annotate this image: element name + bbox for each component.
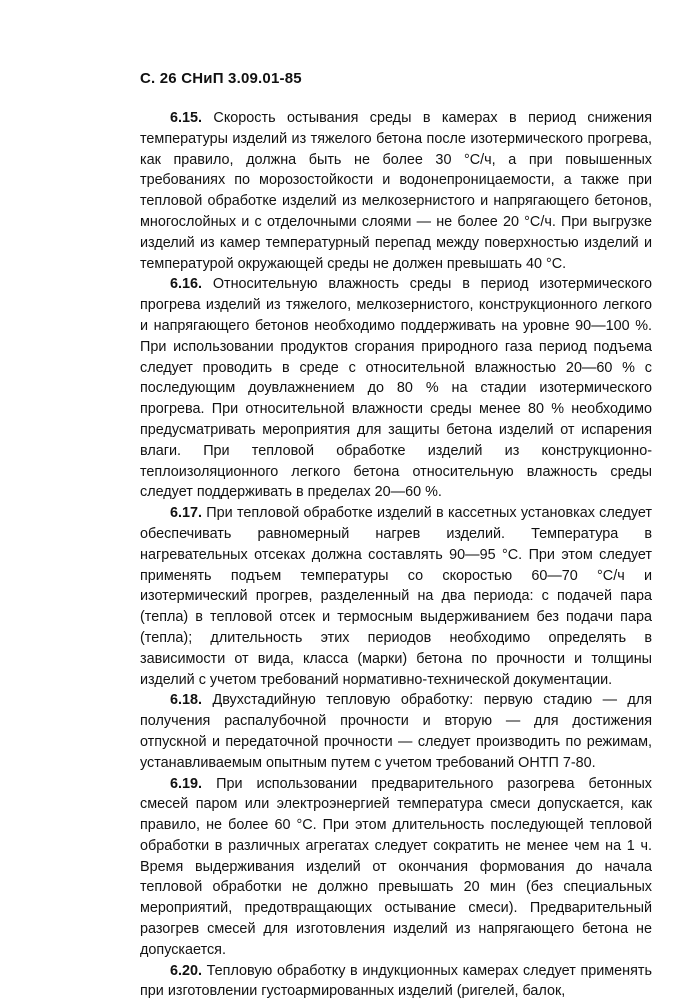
clause-number: 6.15.	[170, 110, 203, 126]
paragraph-6-18	[140, 690, 652, 773]
paragraph-text: Скорость остывания среды в камерах в период снижения температуры изделий из тяжелого бетона после изотермического прогрева, как правило, должна быть не более 30 °С/ч, а при повышенных требованиях по морозостойкости и водонепроницаемости, а также при тепловой обработке изделий из мелкозернистого и напрягающего бетонов, многослойных и с отделочными слоями — не более 20 °С/ч. При выгрузке изделий из камер температурный перепад между поверхностью изделий и температурой окружающей среды не должен превышать 40 °С.	[140, 110, 652, 272]
clause-number: 6.16.	[170, 276, 203, 293]
paragraph-text: Двухстадийную тепловую обработку: первую стадию — для получения распалубочной прочности и вторую — для достижения отпускной и передаточной прочности — следует производить по режимам, устанавливаемым опытным путем с учетом требований ОНТП 7-80.	[140, 692, 652, 771]
page-header: С. 26 СНиП 3.09.01-85	[140, 70, 302, 87]
paragraph-text: Относительную влажность среды в период изотермического прогрева изделий из тяжелого, мелкозернистого, конструкционного легкого и напрягающего бетонов необходимо поддерживать на уровне 90—100 %. При использовании продуктов сгорания природного газа период подъема следует проводить в среде с относительной влажностью 20—60 % с последующим доувлажнением до 80 % на стадии изотермического прогрева. При относительной влажности среды менее 80 % необходимо предусматривать мероприятия для защиты бетона изделий от испарения влаги. При тепловой обработке изделий из конструкционно-теплоизоляционного легкого бетона относительную влажность среды следует поддерживать в пределах 20—60 %.	[140, 276, 652, 501]
document-page	[140, 70, 652, 1002]
clause-number: 6.20.	[170, 962, 203, 979]
paragraph-text: При использовании предварительного разогрева бетонных смесей паром или электроэнергией температура смеси допускается, как правило, не более 60 °С. При этом длительность последующей тепловой обработки в различных агрегатах следует сократить не менее чем на 1 ч. Время выдерживания изделий от окончания формования до начала тепловой обработки не должно превышать 20 мин (без специальных мероприятий, предотвращающих остывание смеси). Предварительный разогрев смесей для изготовления изделий из напрягающего бетона не допускается.	[140, 775, 652, 958]
paragraph-6-19	[140, 774, 652, 961]
paragraph-6-15	[140, 108, 652, 274]
clause-number: 6.17.	[170, 505, 203, 522]
paragraph-6-20	[140, 961, 652, 1002]
clause-number: 6.18.	[170, 692, 203, 709]
clause-number: 6.19.	[170, 775, 203, 792]
paragraph-6-17	[140, 503, 652, 690]
paragraph-text: Тепловую обработку в индукционных камерах следует применять при изготовлении густоармированных изделий (ригелей, балок,	[140, 962, 652, 1000]
paragraph-text: При тепловой обработке изделий в кассетных установках следует обеспечивать равномерный нагрев изделий. Температура в нагревательных отсеках должна составлять 90—95 °С. При этом следует применять подъем температуры со скоростью 60—70 °С/ч и изотермический прогрев, разделенный на два периода: с подачей пара (тепла) в тепловой отсек и термосным выдерживанием без подачи пара (тепла); длительность этих периодов необходимо определять в зависимости от вида, класса (марки) бетона по прочности и толщины изделий с учетом требований нормативно-технической документации.	[140, 505, 652, 688]
paragraph-6-16	[140, 274, 652, 503]
